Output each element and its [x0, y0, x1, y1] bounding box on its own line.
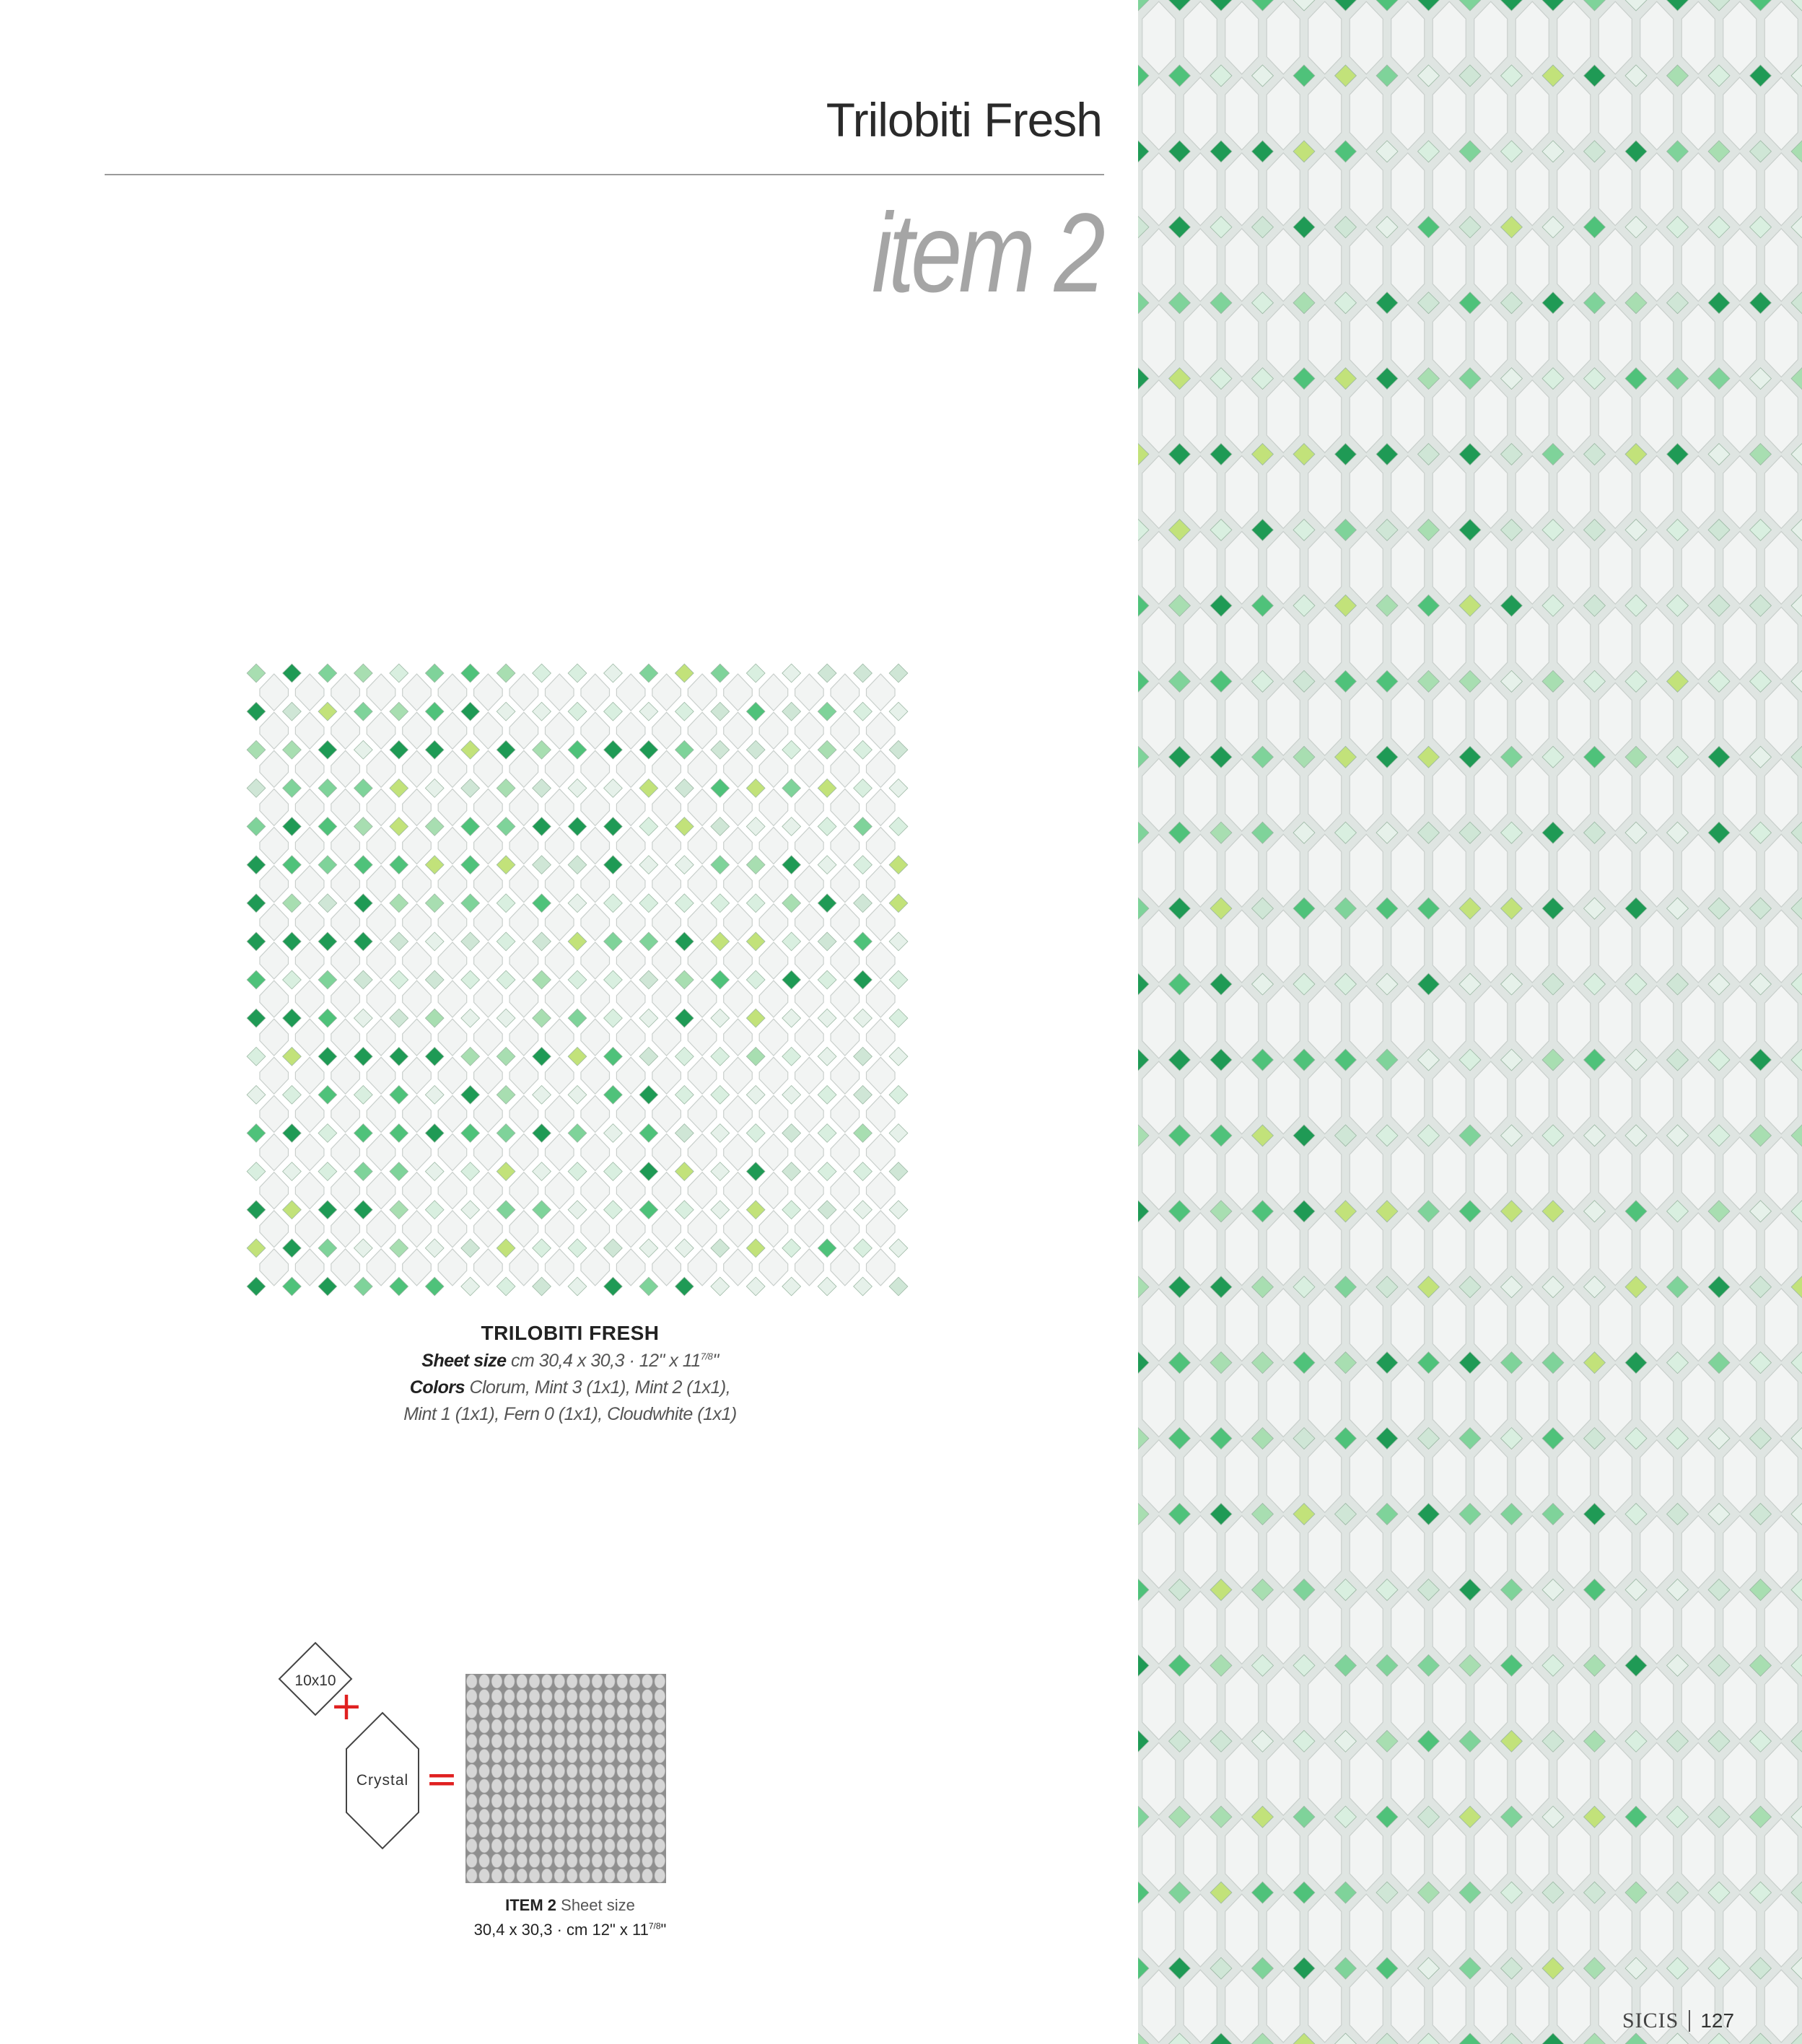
footer-separator: [1689, 2010, 1690, 2032]
product-name: TRILOBITI FRESH: [481, 1322, 660, 1344]
sheet-size-label: Sheet size: [421, 1351, 507, 1371]
diagram-caption-line-1: [411, 1896, 729, 1915]
page-footer: [1622, 2009, 1734, 2033]
plus-sign: +: [330, 1683, 363, 1729]
diagram-sheet-size-label: Sheet size: [561, 1896, 635, 1914]
colors-line-2: [325, 1404, 815, 1425]
colors-label: Colors: [409, 1377, 465, 1398]
diagram-caption-line-2: [411, 1921, 729, 1939]
equals-sign: =: [425, 1756, 458, 1802]
crystal-tile-label: Crystal: [356, 1772, 409, 1789]
diagram-size-suffix: ": [660, 1921, 667, 1939]
brand-logo: SICIS: [1622, 2009, 1679, 2032]
mosaic-closeup-photo: [1138, 0, 1802, 2044]
sheet-size-fraction: 7/8: [700, 1351, 713, 1362]
small-tile-label: 10x10: [294, 1672, 336, 1689]
diagram-size-fraction: 7/8: [648, 1921, 661, 1931]
item-title: item 2: [872, 190, 1102, 316]
diagram-item-label: ITEM 2: [505, 1896, 557, 1914]
collection-title: Trilobiti Fresh: [826, 93, 1102, 146]
diagram-size-value: 30,4 x 30,3 · cm 12" x 11: [473, 1921, 649, 1939]
product-caption: [325, 1322, 815, 1425]
mosaic-sheet-photo: [240, 658, 915, 1302]
diagram-caption: [411, 1896, 729, 1939]
colors-list-2: Mint 1 (1x1), Fern 0 (1x1), Cloudwhite (1x1): [403, 1404, 737, 1424]
page-number: 127: [1700, 2009, 1735, 2032]
sheet-size-suffix: ": [712, 1351, 719, 1371]
sheet-size-line: [325, 1351, 815, 1372]
sheet-size-value: cm 30,4 x 30,3 · 12" x 11: [511, 1351, 701, 1371]
colors-line-1: [325, 1377, 815, 1398]
sheet-pattern-thumbnail: [465, 1674, 666, 1883]
header-divider: [105, 174, 1104, 175]
colors-list-1: Clorum, Mint 3 (1x1), Mint 2 (1x1),: [469, 1377, 731, 1398]
